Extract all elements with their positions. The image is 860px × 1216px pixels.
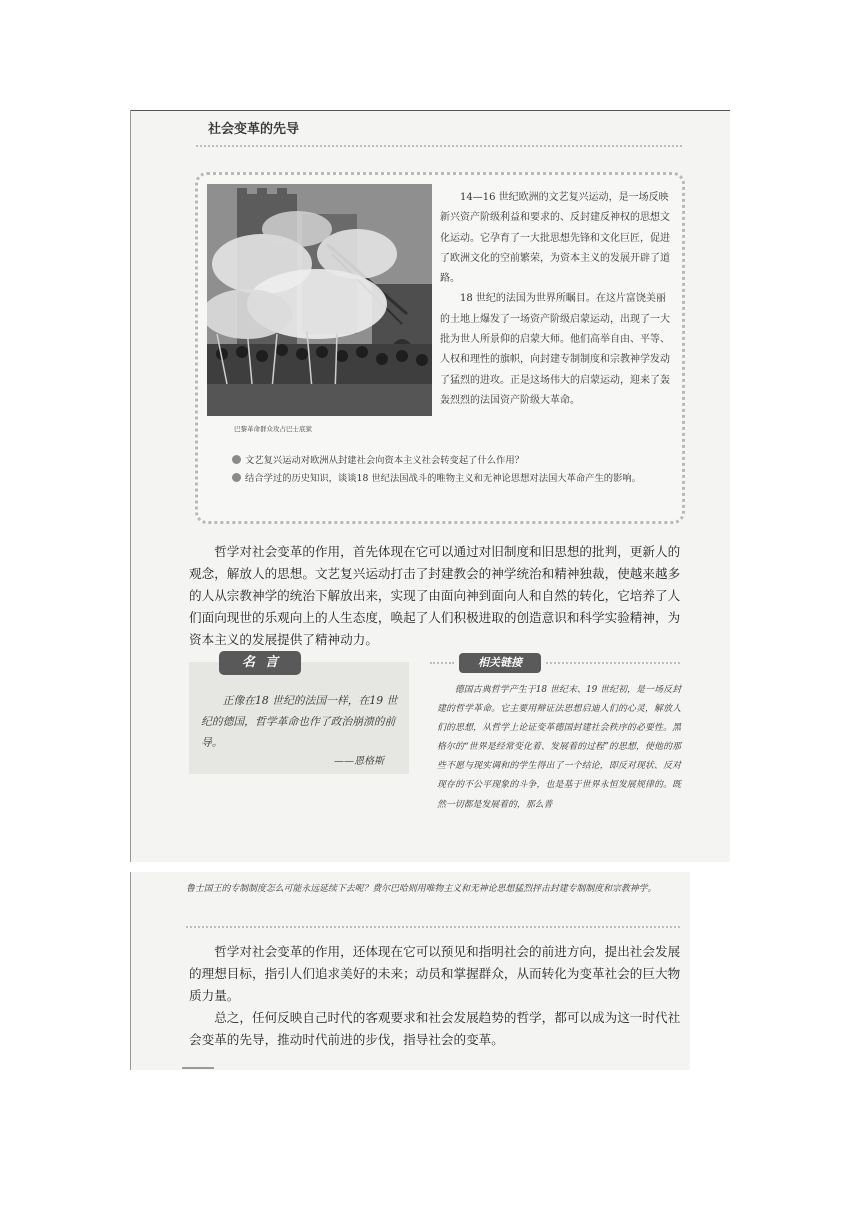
paragraph-text: 哲学对社会变革的作用，还体现在它可以预见和指明社会的前进方向，提出社会发展的理想目标，指引人们追求美好的未来；动员和掌握群众，从而转化为变革社会的巨大物质力量。 <box>189 944 681 1004</box>
question-bullet-icon <box>232 455 241 464</box>
inquiry-question-2 <box>232 470 672 487</box>
intro-paragraph-renaissance: 14—16 世纪欧洲的文艺复兴运动，是一场反映新兴资产阶级利益和要求的、反封建反神权的思想文化运动。它孕育了一大批思想先锋和文化巨匠，促进了欧洲文化的空前繁荣，为资本主义的发展开辟了道路。 <box>440 192 670 285</box>
related-link-continuation: 鲁士国王的专制制度怎么可能永远延续下去呢？费尔巴哈则用唯物主义和无神论思想猛烈抨击封建专制制度和宗教神学。 <box>186 884 657 894</box>
quote-author: ——恩格斯 <box>334 756 384 767</box>
quote-text <box>201 690 401 753</box>
main-paragraph-3 <box>189 1007 681 1051</box>
intro-paragraph-enlightenment: 18 世纪的法国为世界所瞩目。在这片富饶美丽的土地上爆发了一场资产阶级启蒙运动，出现了一大批为世人所景仰的启蒙大师。他们高举自由、平等、人权和理性的旗帜，向封建专制制度和宗教神学发动了猛烈的进攻。正是这场伟大的启蒙运动，迎来了轰轰烈烈的法国资产阶级大革命。 <box>440 293 670 406</box>
question-text: 结合学过的历史知识，谈谈18 世纪法国战斗的唯物主义和无神论思想对法国大革命产生的影响。 <box>245 473 641 484</box>
link-end-dotted-divider <box>186 926 680 928</box>
quote-tab: 名言 <box>219 651 301 675</box>
quote-body: 正像在18 世纪的法国一样，在19 世纪的德国，哲学革命也作了政治崩溃的前导。 <box>201 694 398 749</box>
related-link-text <box>437 681 681 815</box>
inquiry-intro <box>440 188 670 411</box>
page-top-rule <box>130 110 730 111</box>
question-bullet-icon <box>232 473 241 482</box>
main-paragraph-1 <box>189 541 681 651</box>
main-paragraph-2 <box>189 941 681 1007</box>
page-left-rule <box>130 110 131 862</box>
section-title: 社会变革的先导 <box>208 122 300 137</box>
paragraph-text: 总之，任何反映自己时代的客观要求和社会发展趋势的哲学，都可以成为这一时代社会变革的先导，推动时代前进的步伐，指导社会的变革。 <box>189 1010 681 1048</box>
bottom-short-rule <box>182 1067 214 1069</box>
photo-caption: 巴黎革命群众攻占巴士底狱 <box>234 425 312 433</box>
storming-bastille-illustration <box>207 184 432 416</box>
inquiry-question-1 <box>232 452 662 469</box>
paragraph-text: 哲学对社会变革的作用，首先体现在它可以通过对旧制度和旧思想的批判，更新人的观念，解放人的思想。文艺复兴运动打击了封建教会的神学统治和精神独裁，使越来越多的人从宗教神学的统治下解放出来，实现了由面向神到面向人和自然的转化，它培养了人们面向现世的乐观向上的人生态度，唤起了人们积极进取的创造意识和科学实验精神，为资本主义的发展提供了精神动力。 <box>189 544 681 648</box>
title-dotted-divider <box>196 145 682 147</box>
link-dotted-left <box>430 662 454 664</box>
related-link-body: 德国古典哲学产生于18 世纪末、19 世纪初，是一场反封建的哲学革命。它主要用辩证法思想启迪人们的心灵，解放人们的思想，从哲学上论证变革德国封建社会秩序的必要性。黑格尔的“世界是经常变化着、发展着的过程”的思想，使他的那些不愿与现实调和的学生得出了一个结论，即反对现状、反对现存的不公平现象的斗争，也是基于世界永恒发展规律的。既然一切都是发展着的，那么普 <box>437 685 681 810</box>
question-text: 文艺复兴运动对欧洲从封建社会向资本主义社会转变起了什么作用？ <box>245 455 524 466</box>
related-link-tab: 相关链接 <box>459 653 541 673</box>
page-left-rule-lower <box>130 872 131 1070</box>
link-dotted-right <box>546 662 680 664</box>
